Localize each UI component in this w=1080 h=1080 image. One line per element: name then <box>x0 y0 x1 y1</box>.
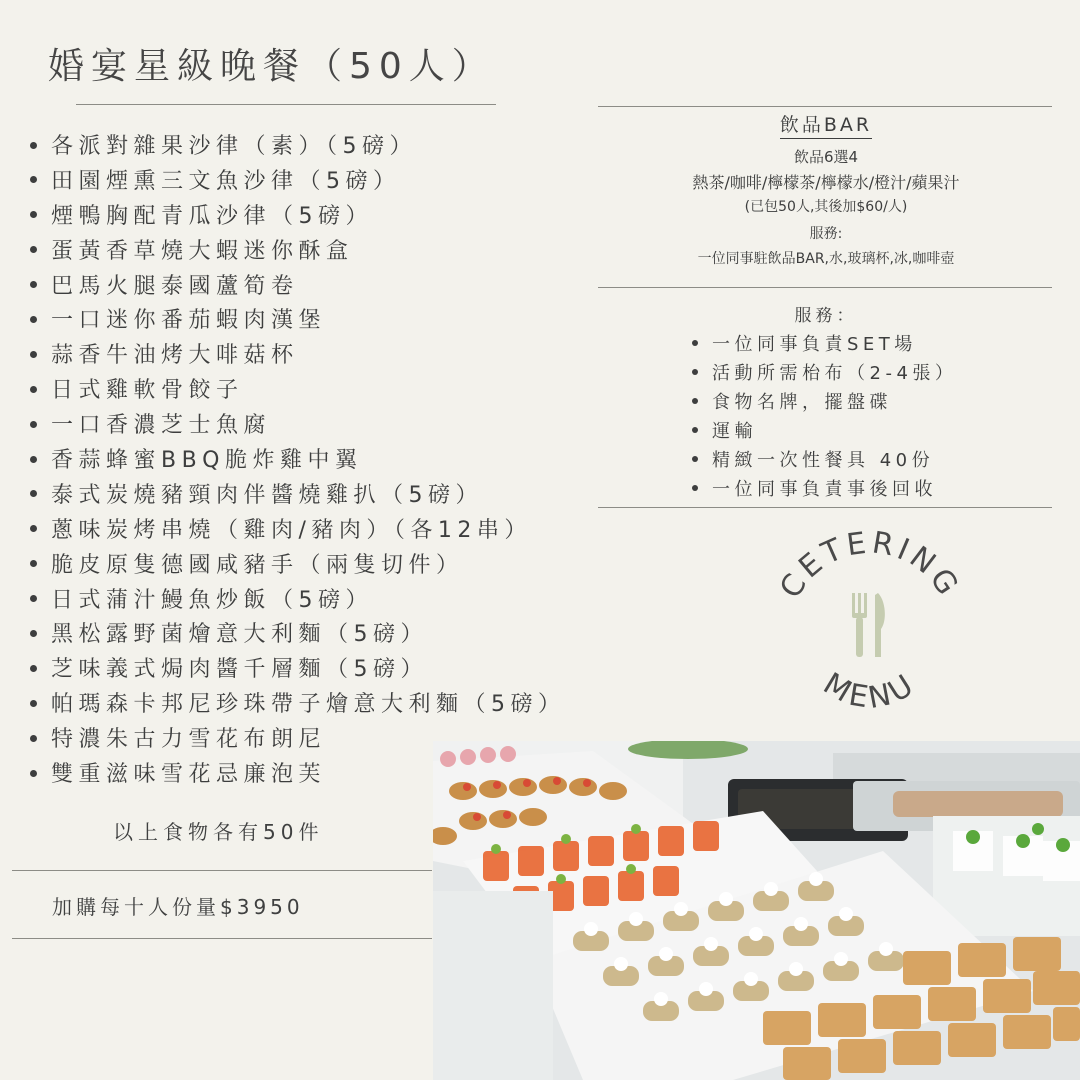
divider-addon-top <box>12 870 432 871</box>
list-item: 精緻一次性餐具 40份 <box>692 446 1052 475</box>
list-item: 一位同事負責事後回收 <box>692 475 1052 504</box>
list-item: 特濃朱古力雪花布朗尼 <box>30 723 566 758</box>
drinks-choice: 飲品6選4 <box>793 148 859 166</box>
divider-title <box>76 104 496 105</box>
list-item: 田園煙熏三文魚沙律（5磅） <box>30 165 566 200</box>
list-item: 食物名牌，擺盤碟 <box>692 388 1052 417</box>
list-item: 蛋黃香草燒大蝦迷你酥盒 <box>30 235 566 270</box>
list-item: 蒜香牛油烤大啡菇杯 <box>30 339 566 374</box>
list-item: 一口迷你番茄蝦肉漢堡 <box>30 304 566 339</box>
divider-addon-bottom <box>12 938 432 939</box>
list-item: 日式蒲汁鰻魚炒飯（5磅） <box>30 584 566 619</box>
list-item: 帕瑪森卡邦尼珍珠帶子燴意大利麵（5磅） <box>30 688 566 723</box>
food-photo-illustration <box>433 741 1080 1080</box>
list-item: 雙重滋味雪花忌廉泡芙 <box>30 758 566 793</box>
list-item: 一口香濃芝士魚腐 <box>30 409 566 444</box>
divider-drinks-bottom <box>598 287 1052 288</box>
service-list <box>600 330 1052 504</box>
list-item: 巴馬火腿泰國蘆筍卷 <box>30 270 566 305</box>
list-item: 運輸 <box>692 417 1052 446</box>
list-item: 日式雞軟骨餃子 <box>30 374 566 409</box>
food-photo <box>433 741 1080 1080</box>
service-title: 服務： <box>794 306 858 326</box>
list-item: 香蒜蜂蜜BBQ脆炸雞中翼 <box>30 444 566 479</box>
addon-price-note: 加購每十人份量$3950 <box>52 895 304 919</box>
list-item: 黑松露野菌燴意大利麵（5磅） <box>30 618 566 653</box>
drinks-bar-section <box>600 110 1052 272</box>
drinks-options: 熱茶/咖啡/檸檬茶/檸檬水/橙汁/蘋果汁 <box>692 173 960 192</box>
quantity-note: 以上食物各有50件 <box>113 820 324 844</box>
divider-service-bottom <box>598 507 1052 508</box>
list-item: 活動所需枱布（2-4張） <box>692 359 1052 388</box>
drinks-price-note: (已包50人,其後加$60/人) <box>744 199 908 215</box>
list-item: 煙鴨胸配青瓜沙律（5磅） <box>30 200 566 235</box>
list-item: 一位同事負責SET場 <box>692 330 1052 359</box>
catering-menu-badge <box>760 523 980 743</box>
list-item: 泰式炭燒豬頸肉伴醬燒雞扒（5磅） <box>30 479 566 514</box>
badge-bottom-text: MENU <box>817 666 923 717</box>
page-title: 婚宴星級晚餐（50人） <box>48 46 495 87</box>
badge-top-text: CETERING <box>773 525 967 605</box>
drinks-service-detail: 一位同事駐飲品BAR,水,玻璃杯,冰,咖啡壺 <box>697 251 955 267</box>
list-item: 芝味義式焗肉醬千層麵（5磅） <box>30 653 566 688</box>
divider-drinks-top <box>598 106 1052 107</box>
list-item: 蔥味炭烤串燒（雞肉/豬肉）（各12串） <box>30 514 566 549</box>
list-item: 各派對雜果沙律（素）（5磅） <box>30 130 566 165</box>
drinks-bar-title: 飲品BAR <box>780 110 872 139</box>
drinks-service-label: 服務: <box>809 226 843 242</box>
fork-knife-icon <box>852 593 885 657</box>
menu-list <box>30 130 566 793</box>
list-item: 脆皮原隻德國咸豬手（兩隻切件） <box>30 549 566 584</box>
service-section <box>600 301 1052 504</box>
